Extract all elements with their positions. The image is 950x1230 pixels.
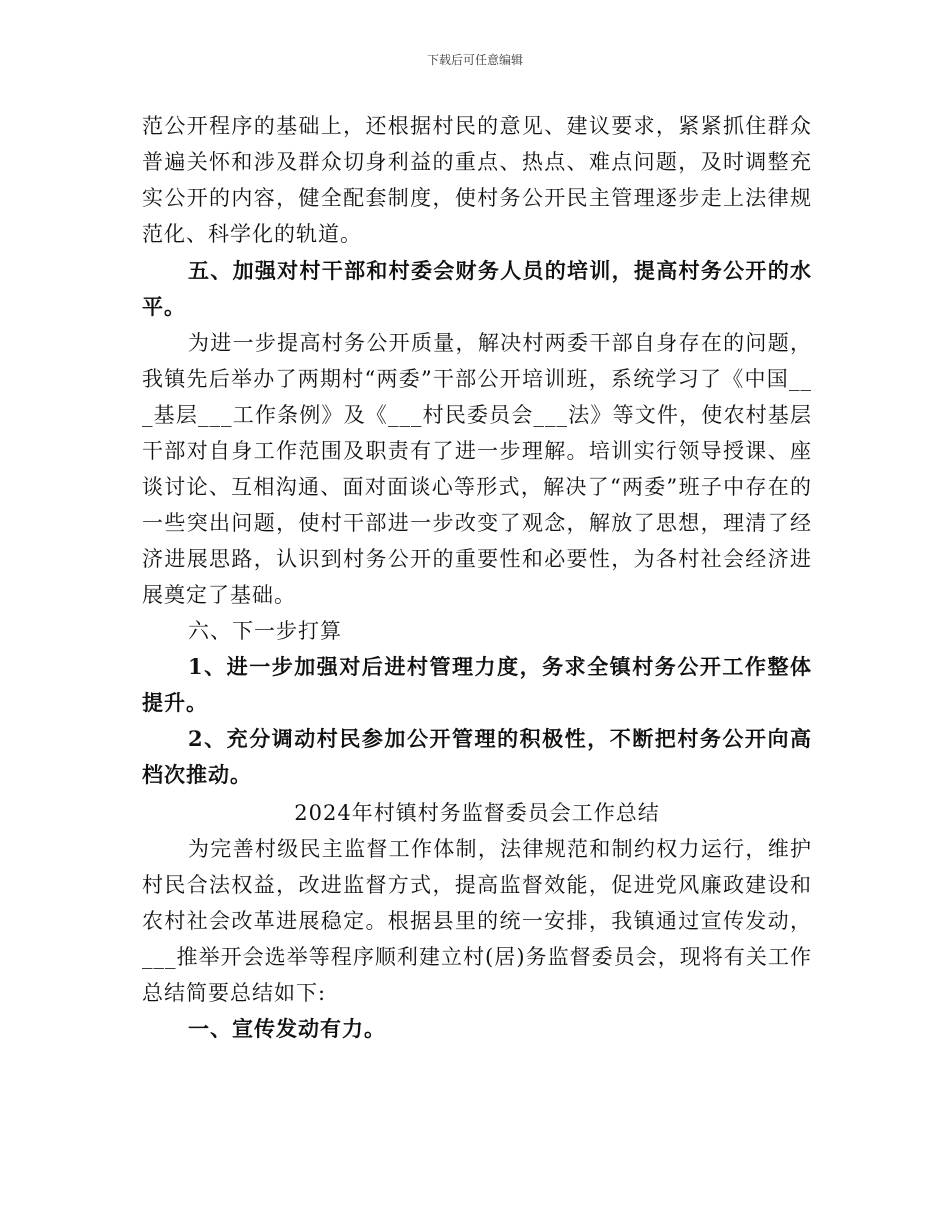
document-body: [142, 108, 812, 1047]
plan-item-one: 1、进一步加强对后进村管理力度，务求全镇村务公开工作整体提升。: [142, 654, 812, 715]
page-header: 下载后可任意编辑: [426, 53, 523, 67]
paragraph-intro: 为完善村级民主监督工作体制，法律规范和制约权力运行，维护村民合法权益，改进监督方式，提高监督效能，促进党风廉政建设和农村社会改革进展稳定。根据县里的统一安排，我镇通过宣传发动，___推举开会选举等程序顺利建立村(居)务监督委员会，现将有关工作总结简要总结如下:: [142, 837, 812, 1005]
section-heading-five: 五、加强对村干部和村委会财务人员的培训，提高村务公开的水平。: [142, 258, 812, 319]
document-title: 2024年村镇村务监督委员会工作总结: [294, 801, 660, 825]
paragraph-continuation: 范公开程序的基础上，还根据村民的意见、建议要求，紧紧抓住群众普遍关怀和涉及群众切身利益的重点、热点、难点问题，及时调整充实公开的内容，健全配套制度，使村务公开民主管理逐步走上法律规范化、科学化的轨道。: [142, 114, 812, 246]
plan-item-two: 2、充分调动村民参加公开管理的积极性，不断把村务公开向高档次推动。: [142, 726, 812, 787]
section-heading-one: 一、宣传发动有力。: [188, 1016, 386, 1041]
paragraph-training: 为进一步提高村务公开质量，解决村两委干部自身存在的问题，我镇先后举办了两期村“两委”干部公开培训班，系统学习了《中国___基层___工作条例》及《___村民委员会___法》等文件，使农村基层干部对自身工作范围及职责有了进一步理解。培训实行领导授课、座谈讨论、互相沟通、面对面谈心等形式，解决了“两委”班子中存在的一些突出问题，使村干部进一步改变了观念，解放了思想，理清了经济进展思路，认识到村务公开的重要性和必要性，为各村社会经济进展奠定了基础。: [142, 331, 812, 607]
section-heading-six: 六、下一步打算: [188, 619, 342, 643]
